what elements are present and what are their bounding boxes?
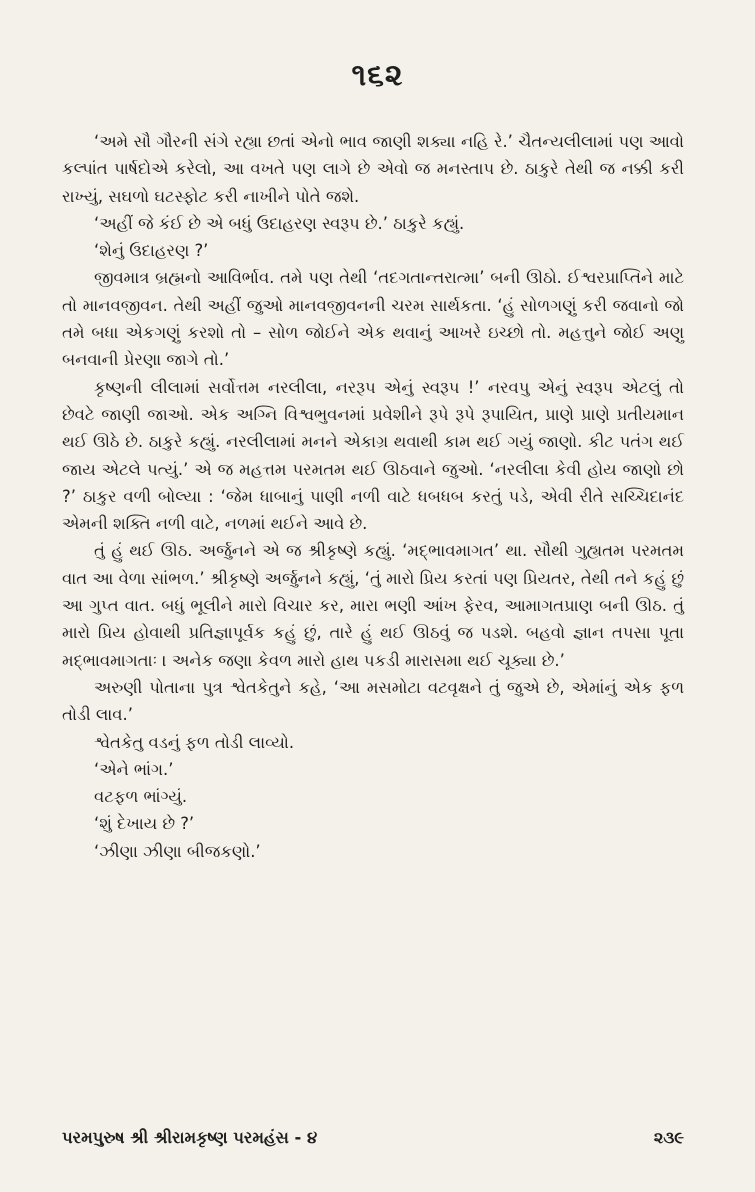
- paragraph: તું હું થઈ ઊઠ. અર્જુનને એ જ શ્રીકૃષ્ણે કહ્યું. ‘મદ્‌ભાવમાગત’ થા. સૌથી ગુહ્યતમ પરમતમ વાત આ વેળા સાંભળ.’ શ્રીકૃષ્ણે અર્જુનને કહ્યું, ‘તું મારો પ્રિય કરતાં પણ પ્રિયતર, તેથી તને કહું છું આ ગુપ્ત વાત. બધું ભૂલીને મારો વિચાર કર, મારા ભણી આંખ ફેરવ, આમાગતપ્રાણ બની ઊઠ. તું મારો પ્રિય હોવાથી પ્રતિજ્ઞાપૂર્વક કહું છું, તારે હું થઈ ઊઠવું જ પડશે. બહવો જ્ઞાન તપસા પૂતા મદ્‌ભાવમાગતાઃ । અનેક જણા કેવળ મારો હાથ પકડી મારાસમા થઈ ચૂક્યા છે.’: [62, 541, 684, 670]
- paragraph: જીવમાત્ર બ્રહ્મનો આવિર્ભાવ. તમે પણ તેથી ‘તદગતાન્તરાત્મા’ બની ઊઠો. ઈશ્વરપ્રાપ્તિને માટે તો માનવજીવન. તેથી અહીં જુઓ માનવજીવનની ચરમ સાર્થકતા. ‘હું સોળગણું કરી જવાનો જો તમે બધા એકગણું કરશો તો – સોળ જોઈને એક થવાનું આખરે ઇચ્છો તો. મહત્તુને જોઈ અણુ બનવાની પ્રેરણા જાગે તો.’: [62, 268, 684, 370]
- dialogue-line: ‘શું દેખાય છે ?’: [94, 814, 195, 834]
- page-number: ૨૩૯: [653, 1128, 684, 1147]
- dialogue-line: ‘ઝીણા ઝીણા બીજકણો.’: [94, 841, 261, 861]
- book-title: પરમપુરુષ શ્રી શ્રીરામકૃષ્ણ પરમહંસ - ૪: [62, 1128, 318, 1147]
- paragraph: કૃષ્ણની લીલામાં સર્વોત્તમ નરલીલા, નરરૂપ એનું સ્વરૂપ !’ નરવપુ એનું સ્વરૂપ એટલું તો છેવટે જાણી જાઓ. એક અગ્નિ વિશ્વભુવનમાં પ્રવેશીને રૂપે રૂપે રૂપાયિત, પ્રાણે પ્રાણે પ્રતીયમાન થઈ ઊઠે છે. ઠાકુરે કહ્યું. નરલીલામાં મનને એકાગ્ર થવાથી કામ થઈ ગયું જાણો. કીટ પતંગ થઈ જાય એટલે પત્યું.’ એ જ મહત્તમ પરમતમ થઈ ઊઠવાને જુઓ. ‘નરલીલા કેવી હોય જાણો છો ?’ ઠાકુર વળી બોલ્યા : ‘જેમ ધાબાનું પાણી નળી વાટે ધબધબ કરતું પડે, એવી રીતે સચ્ચિદાનંદ એમની શક્તિ નળી વાટે, નળમાં થઈને આવે છે.: [62, 377, 684, 534]
- chapter-number: ૧૬૨: [351, 58, 404, 93]
- dialogue-line: વટફળ ભાંગ્યું.: [94, 787, 188, 807]
- dialogue-line: શ્વેતકેતુ વડનું ફળ તોડી લાવ્યો.: [94, 732, 295, 752]
- paragraph: અરુણી પોતાના પુત્ર શ્વેતકેતુને કહે, ‘આ મસમોટા વટવૃક્ષને તું જુએ છે, એમાંનું એક ફળ તોડી લાવ.’: [62, 677, 684, 725]
- page-footer: [62, 1128, 684, 1148]
- dialogue-line: ‘એને ભાંગ.’: [94, 759, 174, 779]
- paragraph: ‘અહીં જે કંઈ છે એ બધું ઉદાહરણ સ્વરૂપ છે.’ ઠાકુરે કહ્યું.: [94, 213, 465, 233]
- paragraph: ‘અમે સૌ ગૌરની સંગે રહ્યા છતાં એનો ભાવ જાણી શક્યા નહિ રે.’ ચૈતન્યલીલામાં પણ આવો કલ્પાંત પાર્ષદોએ કરેલો, આ વખતે પણ લાગે છે એવો જ મનસ્તાપ છે. ઠાકુરે તેથી જ નક્કી કરી રાખ્યું, સઘળો ઘટસ્ફોટ કરી નાખીને પોતે જશે.: [62, 132, 684, 206]
- body-text: [62, 128, 684, 865]
- paragraph: ‘શેનું ઉદાહરણ ?’: [94, 241, 209, 261]
